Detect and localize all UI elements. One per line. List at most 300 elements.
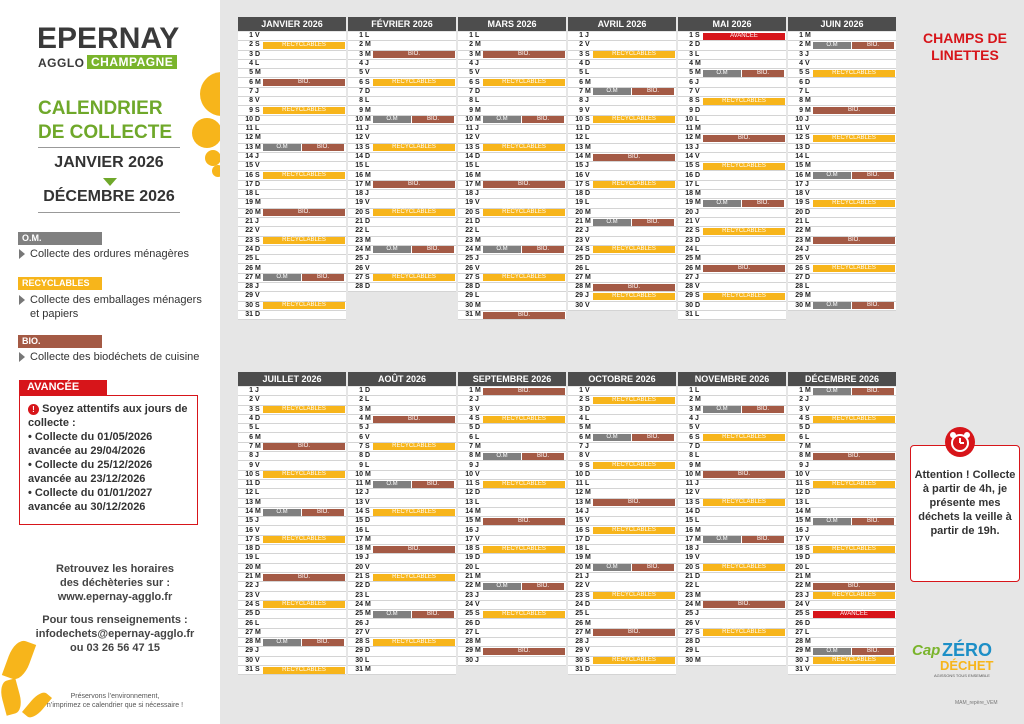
day-row	[678, 264, 786, 273]
day-row	[568, 302, 676, 311]
day-number: 13	[575, 143, 583, 151]
info-icon: !	[28, 404, 39, 415]
collection-slot	[593, 265, 676, 272]
om-badge: O.M	[703, 70, 741, 77]
collection-slot	[373, 667, 456, 674]
day-letter: J	[255, 283, 259, 291]
collection-slot	[593, 172, 676, 179]
day-number: 26	[245, 619, 253, 627]
day-row	[568, 78, 676, 87]
collection-slot	[373, 471, 456, 478]
collection-slot	[483, 246, 566, 253]
collection-slot	[373, 434, 456, 441]
collection-slot	[813, 228, 896, 235]
day-letter: J	[255, 153, 259, 160]
day-number: 17	[575, 535, 583, 543]
om-badge: O.M	[483, 116, 521, 123]
day-number: 13	[685, 498, 693, 506]
collection-slot	[263, 667, 346, 674]
collection-slot	[483, 629, 566, 636]
collection-slot	[483, 509, 566, 516]
day-number: 20	[355, 208, 363, 216]
collection-slot	[373, 583, 456, 590]
day-letter: M	[475, 311, 481, 319]
day-number: 30	[575, 656, 583, 664]
day-letter: D	[255, 545, 261, 553]
day-row	[458, 443, 566, 452]
day-number: 7	[579, 442, 583, 450]
collection-slot	[813, 33, 896, 40]
day-number: 23	[355, 236, 363, 244]
day-row	[348, 162, 456, 171]
day-number: 3	[689, 405, 693, 413]
day-letter: J	[585, 292, 589, 300]
collection-slot	[593, 388, 676, 395]
day-number: 28	[795, 638, 803, 646]
day-row	[678, 629, 786, 638]
recyclables-badge: RECYCLABLES	[703, 163, 785, 170]
day-letter: M	[585, 489, 591, 497]
day-letter: J	[255, 87, 259, 95]
collection-slot	[813, 144, 896, 151]
day-letter: M	[695, 470, 701, 478]
day-row	[788, 227, 896, 236]
collection-slot	[373, 42, 456, 49]
day-row	[678, 480, 786, 489]
day-letter: D	[805, 424, 811, 432]
day-number: 17	[685, 535, 693, 543]
bio-badge: BIO.	[373, 51, 455, 58]
collection-slot	[483, 70, 566, 77]
day-number: 2	[579, 41, 583, 49]
day-row	[788, 190, 896, 199]
collection-slot	[483, 219, 566, 226]
day-number: 12	[355, 489, 363, 497]
day-number: 13	[575, 498, 583, 506]
day-row	[238, 610, 346, 619]
day-row	[678, 227, 786, 236]
day-letter: J	[585, 32, 589, 40]
day-number: 18	[575, 545, 583, 553]
day-number: 30	[355, 656, 363, 664]
collection-slot	[263, 33, 346, 40]
om-badge: O.M	[703, 406, 741, 413]
day-number: 5	[799, 69, 803, 77]
day-row	[238, 199, 346, 208]
day-number: 9	[249, 461, 253, 469]
collection-slot	[813, 200, 896, 207]
day-letter: M	[585, 628, 591, 636]
day-row	[458, 619, 566, 628]
day-row	[568, 657, 676, 666]
collection-slot	[703, 200, 786, 207]
day-row	[678, 592, 786, 601]
day-number: 1	[359, 32, 363, 40]
day-row	[678, 461, 786, 470]
day-letter: D	[475, 424, 481, 432]
day-number: 28	[355, 283, 363, 291]
day-letter: M	[695, 264, 701, 272]
day-letter: D	[365, 218, 371, 226]
recyclables-badge: RECYCLABLES	[483, 416, 565, 423]
day-letter: D	[255, 610, 261, 618]
day-letter: M	[585, 283, 591, 291]
day-letter: J	[695, 545, 699, 553]
day-row	[568, 601, 676, 610]
day-letter: D	[475, 218, 481, 226]
day-number: 27	[685, 628, 693, 636]
day-letter: D	[475, 554, 481, 562]
day-row	[348, 471, 456, 480]
day-number: 10	[245, 115, 253, 123]
day-number: 27	[245, 628, 253, 636]
day-row	[238, 162, 346, 171]
day-number: 25	[245, 255, 253, 263]
day-row	[678, 153, 786, 162]
collection-slot	[263, 481, 346, 488]
collection-slot	[593, 228, 676, 235]
day-letter: J	[585, 162, 589, 170]
day-row	[238, 647, 346, 656]
day-letter: L	[365, 396, 370, 404]
day-number: 10	[795, 470, 803, 478]
day-number: 3	[799, 405, 803, 413]
day-letter: J	[475, 656, 479, 664]
website-link[interactable]: www.epernay-agglo.fr	[57, 591, 173, 603]
collection-slot	[813, 620, 896, 627]
collection-slot	[593, 42, 676, 49]
collection-slot	[373, 490, 456, 497]
day-letter: L	[255, 60, 260, 68]
day-letter: V	[695, 283, 700, 291]
day-number: 31	[685, 311, 693, 319]
day-number: 16	[355, 171, 363, 179]
day-letter: D	[695, 236, 701, 244]
bio-badge: BIO.	[263, 79, 345, 86]
collection-slot	[373, 629, 456, 636]
month-header: JANVIER 2026	[238, 17, 346, 31]
collection-slot	[703, 601, 786, 608]
day-letter: M	[365, 480, 371, 488]
collection-slot	[373, 518, 456, 525]
day-row	[788, 302, 896, 311]
collection-slot	[373, 536, 456, 543]
day-row	[238, 41, 346, 50]
advance-item: • Collecte du 01/05/2026 avancée au 29/04/2026	[28, 431, 153, 457]
collection-slot	[263, 639, 346, 646]
day-number: 29	[465, 647, 473, 655]
day-number: 17	[795, 535, 803, 543]
bio-badge: BIO.	[483, 312, 565, 319]
bio-badge: BIO.	[593, 284, 675, 291]
day-letter: S	[365, 143, 370, 151]
day-letter: S	[805, 69, 810, 77]
day-letter: V	[365, 264, 370, 272]
divider	[38, 147, 180, 148]
collection-slot	[483, 302, 566, 309]
day-number: 24	[355, 600, 363, 608]
day-letter: J	[805, 180, 809, 188]
collection-slot	[263, 116, 346, 123]
email-link[interactable]: infodechets@epernay-agglo.fr	[35, 628, 195, 640]
day-number: 15	[245, 517, 253, 525]
arrow-down-icon	[103, 178, 117, 186]
day-row	[458, 499, 566, 508]
day-letter: L	[695, 311, 700, 319]
bio-badge: BIO.	[263, 443, 345, 450]
day-number: 27	[355, 273, 363, 281]
day-number: 29	[245, 647, 253, 655]
recyclables-badge: RECYCLABLES	[593, 181, 675, 188]
day-number: 24	[245, 245, 253, 253]
recyclables-badge: RECYCLABLES	[813, 200, 895, 207]
day-number: 20	[465, 208, 473, 216]
day-letter: L	[695, 452, 700, 460]
bio-badge: BIO.	[852, 518, 894, 525]
day-row	[458, 190, 566, 199]
collection-slot	[483, 406, 566, 413]
day-row	[788, 32, 896, 41]
collection-slot	[263, 574, 346, 581]
day-letter: L	[585, 480, 590, 488]
day-row	[238, 526, 346, 535]
recyclables-badge: RECYCLABLES	[373, 274, 455, 281]
day-number: 6	[579, 433, 583, 441]
collection-slot	[813, 509, 896, 516]
day-number: 2	[359, 41, 363, 49]
bio-badge: BIO.	[373, 181, 455, 188]
collection-slot	[703, 98, 786, 105]
collection-slot	[813, 434, 896, 441]
collection-slot	[263, 191, 346, 198]
day-row	[568, 396, 676, 405]
day-letter: L	[695, 180, 700, 188]
collection-slot	[813, 536, 896, 543]
day-letter: S	[805, 610, 810, 618]
day-row	[788, 153, 896, 162]
day-letter: S	[475, 545, 480, 553]
day-letter: S	[585, 245, 590, 253]
day-letter: V	[255, 656, 260, 664]
day-letter: V	[365, 134, 370, 142]
collection-slot	[593, 462, 676, 469]
recyclables-badge: RECYCLABLES	[263, 601, 345, 608]
day-letter: J	[475, 255, 479, 263]
collection-slot	[813, 481, 896, 488]
collection-slot	[593, 639, 676, 646]
day-letter: S	[585, 396, 590, 404]
collection-slot	[703, 33, 786, 40]
day-number: 24	[575, 245, 583, 253]
day-row	[458, 629, 566, 638]
date-to: DÉCEMBRE 2026	[43, 188, 175, 205]
day-row	[348, 32, 456, 41]
day-letter: J	[805, 526, 809, 534]
day-letter: J	[805, 115, 809, 123]
day-letter: M	[805, 97, 811, 105]
collection-slot	[813, 443, 896, 450]
day-letter: V	[365, 498, 370, 506]
collection-slot	[593, 648, 676, 655]
day-row	[348, 526, 456, 535]
day-number: 17	[575, 180, 583, 188]
collection-slot	[373, 611, 456, 618]
day-letter: V	[695, 87, 700, 95]
day-letter: J	[255, 582, 259, 590]
day-row	[788, 461, 896, 470]
collection-slot	[263, 70, 346, 77]
day-row	[238, 274, 346, 283]
day-number: 16	[355, 526, 363, 534]
day-row	[568, 106, 676, 115]
day-letter: M	[255, 573, 261, 581]
day-number: 27	[795, 628, 803, 636]
day-letter: L	[585, 545, 590, 553]
day-letter: J	[475, 125, 479, 133]
collection-slot	[703, 657, 786, 664]
bullet-arrow-icon	[19, 352, 25, 362]
day-row	[678, 647, 786, 656]
day-letter: M	[365, 405, 371, 413]
collection-slot	[593, 88, 676, 95]
collection-slot	[263, 256, 346, 263]
day-number: 1	[579, 387, 583, 395]
collection-slot	[263, 79, 346, 86]
day-row	[458, 647, 566, 656]
day-number: 22	[685, 227, 693, 235]
day-letter: L	[475, 97, 480, 105]
day-number: 10	[355, 470, 363, 478]
collection-slot	[483, 293, 566, 300]
recyclables-badge: RECYCLABLES	[263, 667, 345, 674]
collection-slot	[263, 629, 346, 636]
day-row	[458, 471, 566, 480]
day-number: 2	[689, 41, 693, 49]
day-row	[568, 536, 676, 545]
day-letter: M	[805, 517, 811, 525]
day-number: 21	[465, 573, 473, 581]
day-letter: L	[805, 433, 810, 441]
day-number: 8	[689, 452, 693, 460]
day-letter: M	[255, 433, 261, 441]
collection-slot	[593, 490, 676, 497]
collection-slot	[593, 181, 676, 188]
day-row	[238, 32, 346, 41]
collection-slot	[703, 648, 786, 655]
recyclables-badge: RECYCLABLES	[483, 209, 565, 216]
bio-badge: BIO.	[742, 70, 784, 77]
day-row	[678, 554, 786, 563]
day-row	[678, 638, 786, 647]
day-number: 14	[685, 153, 693, 160]
day-letter: S	[475, 208, 480, 216]
day-number: 20	[685, 208, 693, 216]
day-row	[678, 489, 786, 498]
day-row	[568, 545, 676, 554]
day-letter: L	[475, 32, 480, 40]
zero-sub: AGISSONS TOUS ENSEMBLE	[934, 673, 990, 678]
recyclables-badge: RECYCLABLES	[263, 406, 345, 413]
day-row	[568, 190, 676, 199]
day-number: 11	[355, 480, 363, 488]
collection-slot	[483, 312, 566, 319]
collection-slot	[483, 416, 566, 423]
day-number: 5	[799, 424, 803, 432]
collection-slot	[813, 237, 896, 244]
day-row	[348, 499, 456, 508]
day-number: 18	[685, 190, 693, 198]
collection-slot	[263, 406, 346, 413]
collection-slot	[373, 107, 456, 114]
collection-slot	[593, 416, 676, 423]
day-row	[678, 181, 786, 190]
day-letter: D	[255, 480, 261, 488]
collection-slot	[703, 583, 786, 590]
day-number: 8	[469, 97, 473, 105]
day-number: 21	[685, 573, 693, 581]
collection-slot	[483, 425, 566, 432]
day-number: 4	[689, 415, 693, 423]
advance-intro: Soyez attentifs aux jours de collecte :	[28, 403, 188, 429]
recyclables-badge: RECYCLABLES	[483, 274, 565, 281]
day-letter: D	[695, 573, 701, 581]
day-number: 14	[245, 153, 253, 160]
day-row	[788, 657, 896, 666]
collection-slot	[813, 274, 896, 281]
day-letter: M	[695, 526, 701, 534]
day-letter: L	[805, 283, 810, 291]
collection-slot	[593, 98, 676, 105]
day-number: 1	[359, 387, 363, 395]
day-row	[458, 134, 566, 143]
collection-slot	[373, 51, 456, 58]
collection-slot	[263, 490, 346, 497]
day-number: 15	[685, 517, 693, 525]
day-row	[568, 116, 676, 125]
day-number: 25	[685, 255, 693, 263]
day-letter: L	[255, 619, 260, 627]
info-line: Retrouvez les horaires	[56, 563, 174, 575]
collection-slot	[373, 79, 456, 86]
day-row	[568, 218, 676, 227]
day-number: 16	[795, 526, 803, 534]
bio-badge: BIO.	[852, 302, 894, 309]
day-letter: L	[805, 498, 810, 506]
day-letter: S	[365, 442, 370, 450]
day-number: 29	[575, 292, 583, 300]
day-letter: D	[365, 283, 371, 291]
day-row	[238, 638, 346, 647]
collection-slot	[703, 126, 786, 133]
collection-slot	[703, 274, 786, 281]
day-letter: S	[255, 236, 260, 244]
day-row	[788, 60, 896, 69]
month-header: MARS 2026	[458, 17, 566, 31]
collection-slot	[373, 219, 456, 226]
day-letter: D	[475, 87, 481, 95]
day-row	[348, 41, 456, 50]
day-letter: M	[695, 199, 701, 207]
day-row	[568, 51, 676, 60]
day-number: 3	[469, 405, 473, 413]
decor-circle	[212, 165, 220, 177]
day-letter: V	[475, 405, 480, 413]
day-row	[238, 125, 346, 134]
collection-slot	[593, 126, 676, 133]
day-letter: V	[805, 470, 810, 478]
day-letter: S	[695, 433, 700, 441]
day-row	[678, 32, 786, 41]
